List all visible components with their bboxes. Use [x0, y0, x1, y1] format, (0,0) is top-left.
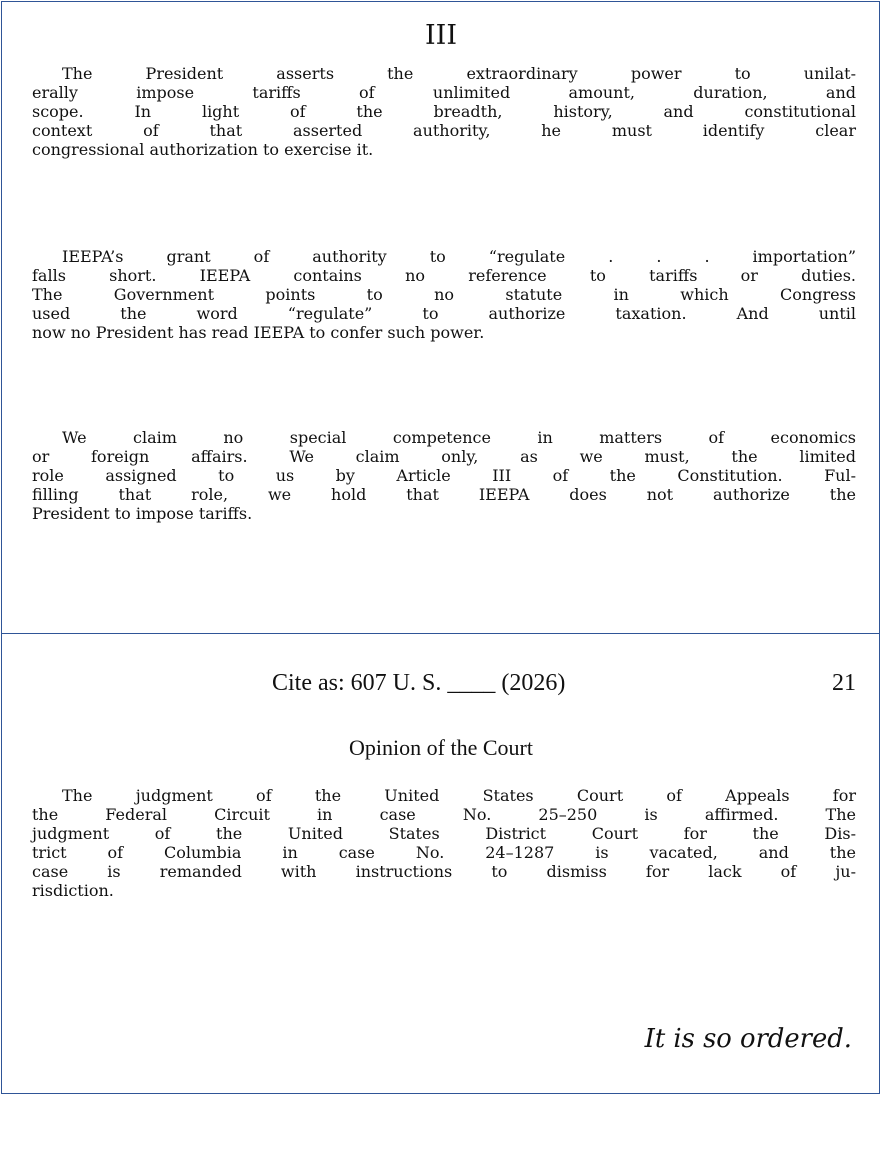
paragraph-line: We claim no special competence in matters of economics [62, 428, 856, 447]
paragraph-line: or foreign affairs. We claim only, as we must, the limited [32, 447, 856, 466]
paragraph-line: erally impose tariffs of unlimited amount, duration, and [32, 83, 856, 102]
opinion-label: Opinion of the Court [349, 735, 533, 760]
paragraph-line: The judgment of the United States Court of Appeals for [62, 786, 856, 805]
section-paragraph-2 [32, 247, 856, 342]
citation: Cite as: 607 U. S. ____ (2026) [272, 670, 566, 696]
paragraph-line: judgment of the United States District Court for the Dis- [32, 824, 856, 843]
section-paragraph-3 [32, 428, 856, 523]
paragraph-line: role assigned to us by Article III of the Constitution. Ful- [32, 466, 856, 485]
paragraph-line: context of that asserted authority, he must identify clear [32, 121, 856, 140]
paragraph-line: The Government points to no statute in which Congress [32, 285, 856, 304]
paragraph-line: trict of Columbia in case No. 24–1287 is vacated, and the [32, 843, 856, 862]
section-heading: III [425, 20, 457, 51]
paragraph-line: IEEPA’s grant of authority to “regulate . . . importation” [62, 247, 856, 266]
paragraph-line: risdiction. [32, 881, 114, 900]
judgment-paragraph [32, 786, 856, 900]
paragraph-line: filling that role, we hold that IEEPA does not authorize the [32, 485, 856, 504]
paragraph-line: now no President has read IEEPA to confer such power. [32, 323, 485, 342]
closing-order: It is so ordered. [644, 1024, 852, 1054]
paragraph-line: congressional authorization to exercise it. [32, 140, 374, 159]
paragraph-line: case is remanded with instructions to dismiss for lack of ju- [32, 862, 856, 881]
paragraph-line: used the word “regulate” to authorize taxation. And until [32, 304, 856, 323]
paragraph-line: President to impose tariffs. [32, 504, 253, 523]
paragraph-line: The President asserts the extraordinary power to unilat- [62, 64, 856, 83]
section-paragraph-1 [32, 64, 856, 159]
paragraph-line: scope. In light of the breadth, history, and constitutional [32, 102, 856, 121]
paragraph-line: falls short. IEEPA contains no reference to tariffs or duties. [32, 266, 856, 285]
page-number: 21 [832, 670, 856, 696]
paragraph-line: the Federal Circuit in case No. 25–250 is affirmed. The [32, 805, 856, 824]
